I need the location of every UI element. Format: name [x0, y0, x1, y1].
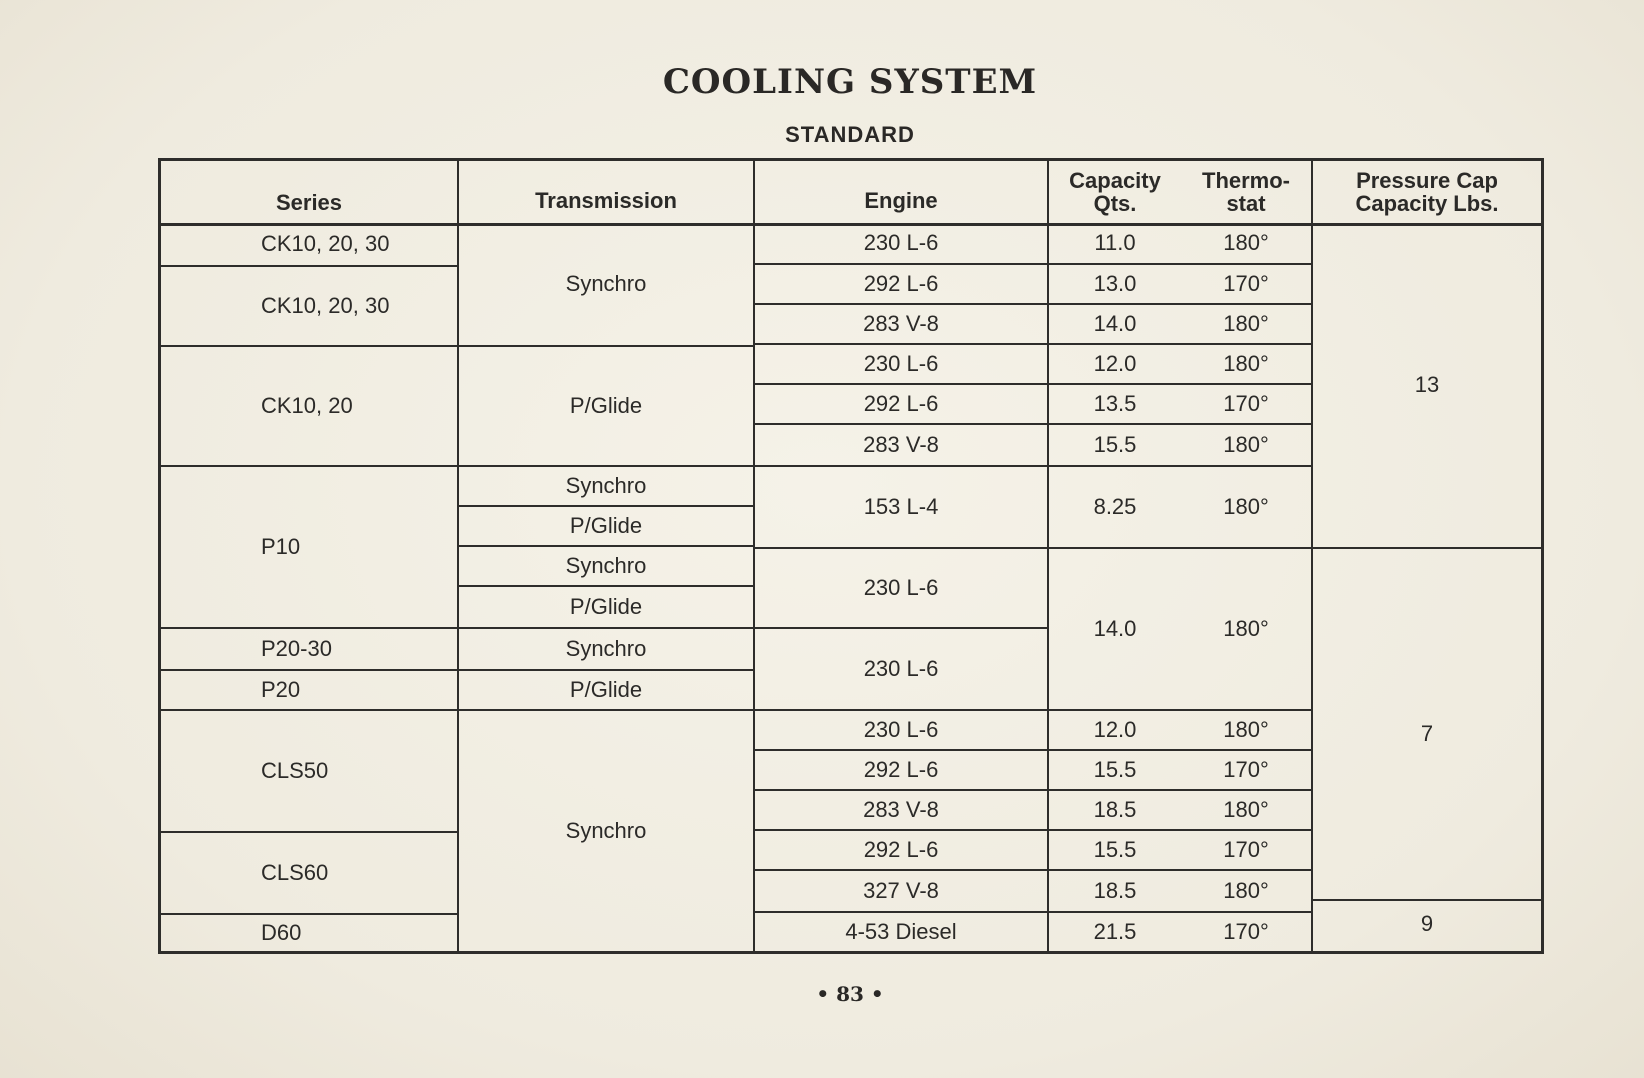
header-capacity: Capacity Qts.: [1069, 167, 1161, 216]
capacity-cell: 12.0: [1093, 351, 1137, 377]
thermostat-cell: 180°: [1223, 878, 1269, 904]
engine-cell: 230 L-6: [863, 717, 939, 743]
transmission-cell: P/Glide: [569, 513, 643, 539]
page-title: COOLING SYSTEM: [662, 62, 1038, 102]
capacity-cell: 13.0: [1093, 271, 1137, 297]
engine-cell: 283 V-8: [863, 797, 939, 823]
page-number: • 83 •: [816, 982, 884, 1006]
header-series: Series: [275, 190, 343, 216]
engine-cell: 292 L-6: [863, 837, 939, 863]
thermostat-cell: 170°: [1223, 919, 1269, 945]
capacity-cell: 15.5: [1093, 432, 1137, 458]
engine-cell: 230 L-6: [863, 656, 939, 682]
transmission-cell: P/Glide: [569, 594, 643, 620]
thermostat-cell: 180°: [1223, 351, 1269, 377]
capacity-cell: 8.25: [1093, 494, 1137, 520]
engine-cell: 230 L-6: [863, 230, 939, 256]
series-cell: P20-30: [261, 636, 332, 662]
capacity-cell: 14.0: [1093, 616, 1137, 642]
capacity-cell: 15.5: [1093, 837, 1137, 863]
header-thermostat: Thermo- stat: [1202, 167, 1290, 216]
thermostat-cell: 170°: [1223, 391, 1269, 417]
series-cell: CLS60: [261, 860, 329, 886]
page-subtitle: STANDARD: [785, 122, 915, 147]
thermostat-cell: 180°: [1223, 494, 1269, 520]
header-transmission: Transmission: [535, 188, 677, 214]
series-cell: CK10, 20, 30: [261, 293, 390, 319]
engine-cell: 153 L-4: [863, 494, 939, 520]
series-cell: P10: [261, 534, 301, 560]
thermostat-cell: 180°: [1223, 230, 1269, 256]
transmission-cell: P/Glide: [569, 393, 643, 419]
thermostat-cell: 180°: [1223, 616, 1269, 642]
series-cell: P20: [261, 677, 301, 703]
engine-cell: 283 V-8: [863, 311, 939, 337]
transmission-cell: Synchro: [565, 818, 647, 844]
engine-cell: 292 L-6: [863, 757, 939, 783]
thermostat-cell: 170°: [1223, 837, 1269, 863]
series-cell: CK10, 20, 30: [261, 231, 390, 257]
capacity-cell: 12.0: [1093, 717, 1137, 743]
engine-cell: 4-53 Diesel: [845, 919, 957, 945]
capacity-cell: 11.0: [1094, 230, 1136, 256]
thermostat-cell: 170°: [1223, 757, 1269, 783]
header-pressure-cap: Pressure Cap Capacity Lbs.: [1355, 167, 1499, 216]
transmission-cell: Synchro: [565, 473, 647, 499]
capacity-cell: 21.5: [1093, 919, 1137, 945]
transmission-cell: Synchro: [565, 271, 647, 297]
thermostat-cell: 180°: [1223, 311, 1269, 337]
thermostat-cell: 170°: [1223, 271, 1269, 297]
capacity-cell: 18.5: [1093, 797, 1137, 823]
capacity-cell: 14.0: [1093, 311, 1137, 337]
header-engine: Engine: [864, 188, 938, 214]
series-cell: D60: [261, 920, 302, 946]
capacity-cell: 18.5: [1093, 878, 1137, 904]
engine-cell: 292 L-6: [863, 391, 939, 417]
thermostat-cell: 180°: [1223, 717, 1269, 743]
series-cell: CK10, 20: [261, 393, 353, 419]
cooling-system-table: [158, 158, 1544, 954]
pressure-cap-cell: 13: [1414, 372, 1440, 398]
transmission-cell: P/Glide: [569, 677, 643, 703]
capacity-cell: 13.5: [1093, 391, 1137, 417]
engine-cell: 283 V-8: [863, 432, 939, 458]
capacity-cell: 15.5: [1093, 757, 1137, 783]
series-cell: CLS50: [261, 758, 329, 784]
pressure-cap-cell: 7: [1420, 721, 1434, 747]
engine-cell: 230 L-6: [863, 575, 939, 601]
thermostat-cell: 180°: [1223, 432, 1269, 458]
transmission-cell: Synchro: [565, 636, 647, 662]
transmission-cell: Synchro: [565, 553, 647, 579]
pressure-cap-cell: 9: [1420, 911, 1434, 937]
engine-cell: 230 L-6: [863, 351, 939, 377]
engine-cell: 292 L-6: [863, 271, 939, 297]
engine-cell: 327 V-8: [863, 878, 939, 904]
thermostat-cell: 180°: [1223, 797, 1269, 823]
